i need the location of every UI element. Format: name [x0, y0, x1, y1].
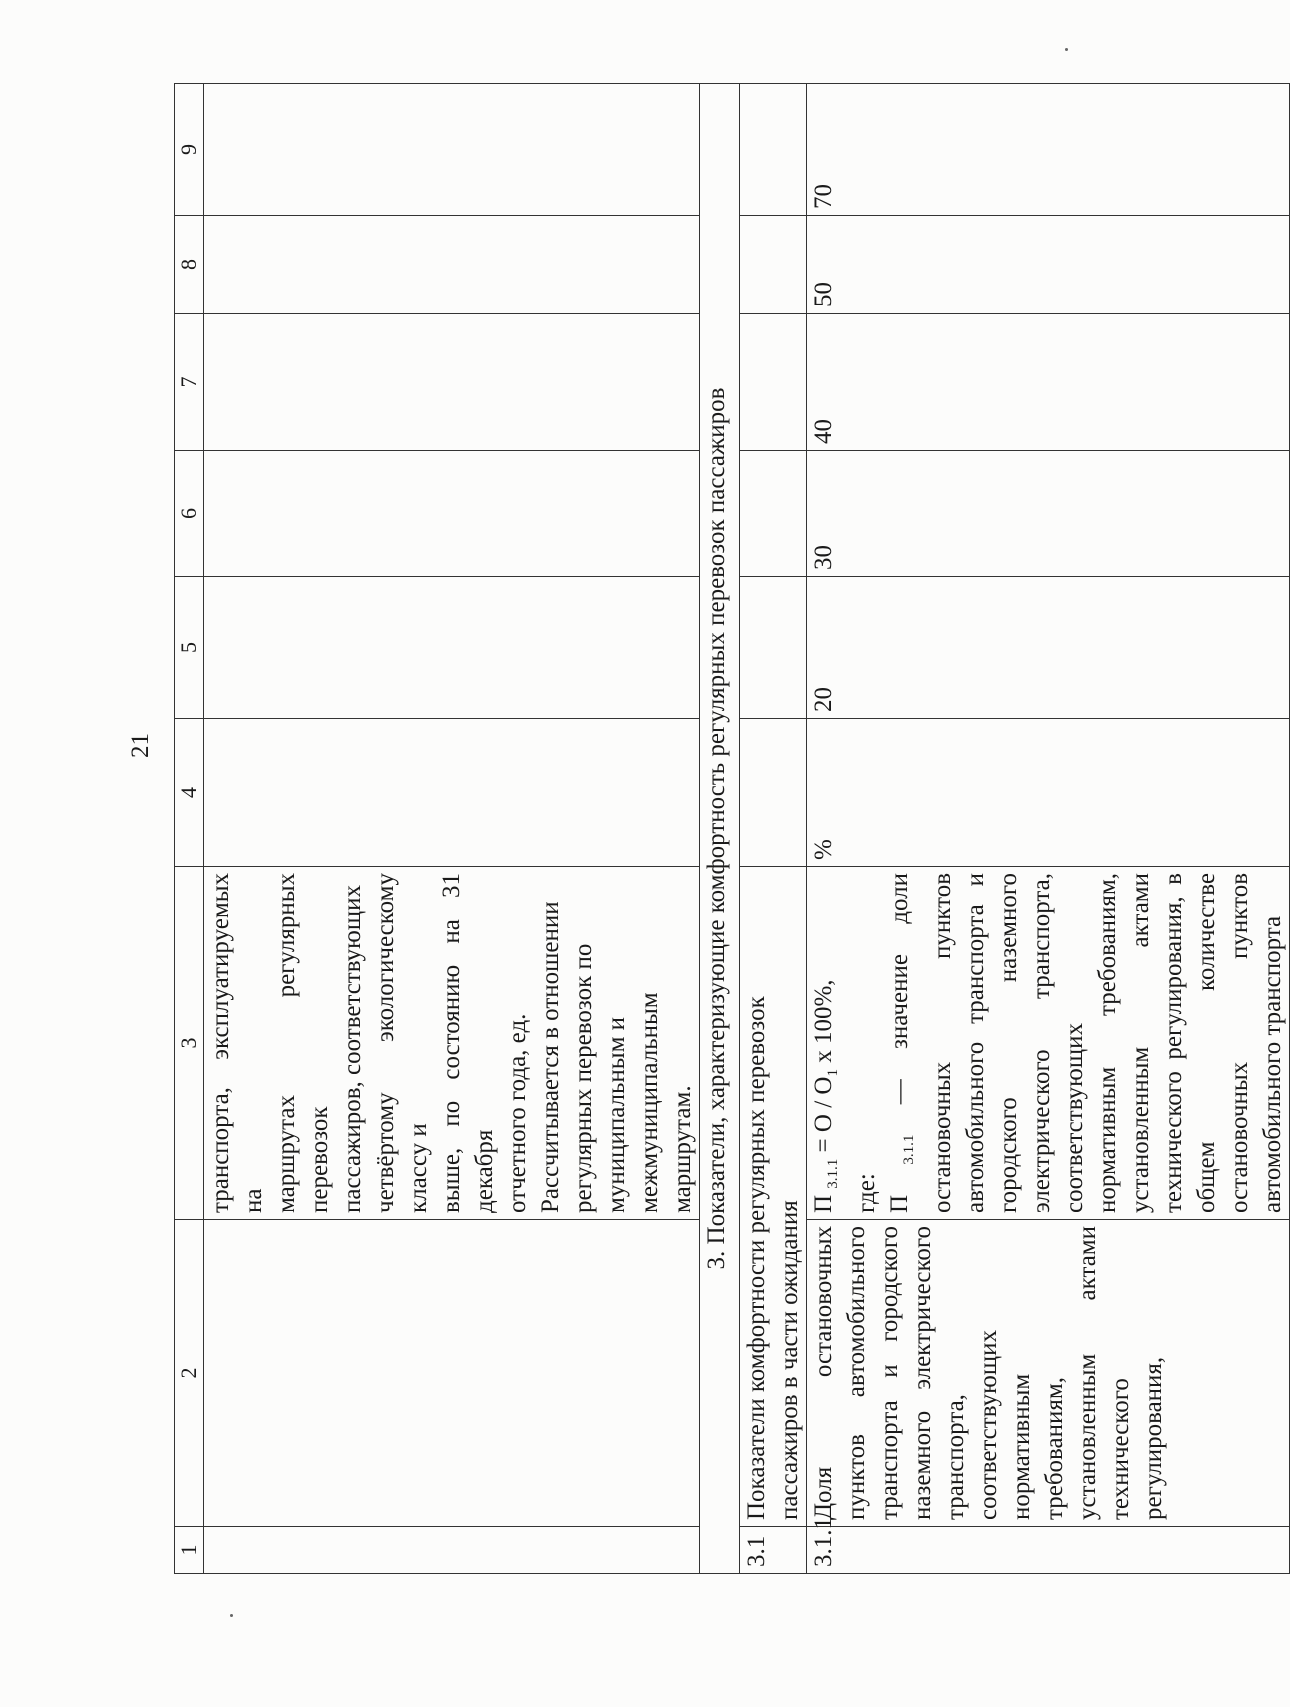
subsection-number: 3.1: [740, 1527, 807, 1574]
header-col-9: 9: [175, 84, 204, 216]
section-row: [700, 84, 740, 1574]
page-number: 21: [127, 733, 154, 758]
row-number: 3.1.1: [807, 1527, 1290, 1574]
header-col-1: 1: [175, 1527, 204, 1574]
value-col-8: 50: [807, 216, 1290, 314]
header-col-7: 7: [175, 314, 204, 451]
scan-speck: [1065, 48, 1068, 51]
formula: П $_{3.1.1} = О / О_1$ х 100%,: [810, 979, 841, 1213]
subsection-row: [740, 84, 807, 1574]
value-col-9: 70: [807, 84, 1290, 216]
formula-definition: П $_{3.1.1}$ — значение доли остановочных пунктов автомобильного транспорта и городского наземного электрического транспорта, соответствующих нормативным требованиям, установленным актами технического регулирования, в общем количестве остановочных пунктов автомобильного транспорта: [886, 873, 1286, 1213]
value-col-5: 20: [807, 577, 1290, 719]
header-row: [175, 84, 204, 1574]
unit: %: [807, 719, 1290, 867]
header-col-5: 5: [175, 577, 204, 719]
indicators-table: [174, 83, 1290, 1574]
header-col-2: 2: [175, 1220, 204, 1527]
calculation-method: [807, 867, 1290, 1220]
value-col-6: 30: [807, 451, 1290, 577]
header-col-4: 4: [175, 719, 204, 867]
indicator-row-3-1-1: [807, 84, 1290, 1574]
continuation-row: [204, 84, 700, 1574]
header-col-8: 8: [175, 216, 204, 314]
section-title: 3. Показатели, характеризующие комфортность регулярных перевозок пассажиров: [700, 84, 740, 1574]
header-col-6: 6: [175, 451, 204, 577]
value-col-7: 40: [807, 314, 1290, 451]
scan-speck: [230, 1614, 233, 1617]
indicator-name: Доля остановочных пунктов автомобильного транспорта и городского наземного электрического транспорта, соответствующих нормативным требованиям, установленным актами технического регулирования,: [807, 1220, 1290, 1527]
rotated-table-container: [174, 84, 1286, 1574]
subsection-title: Показатели комфортности регулярных перевозок пассажиров в части ожидания: [740, 867, 807, 1527]
where-label: где:: [853, 1173, 880, 1213]
header-col-3: 3: [175, 867, 204, 1220]
continuation-description: транспорта, эксплуатируемых на маршрутах регулярных перевозок пассажиров, соответствующих четвёртому экологическому классу и выше, по состоянию на 31 декабря отчетного года, ед. Рассчитывается в отношении регулярных перевозок по муниципальным и межмуниципальным маршрутам.: [204, 867, 700, 1220]
